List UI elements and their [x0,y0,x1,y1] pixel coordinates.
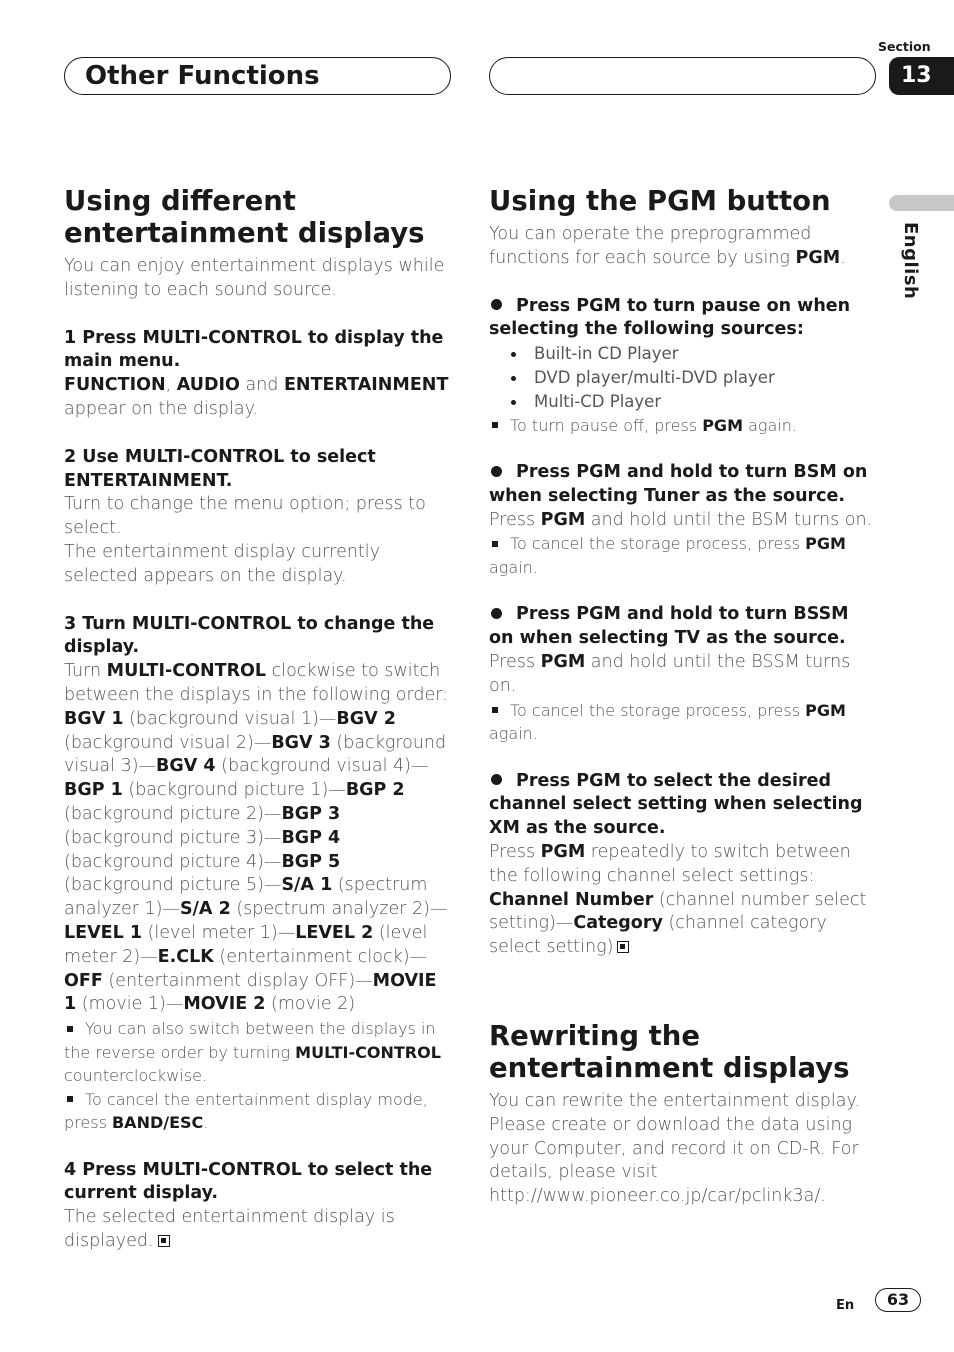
display-mode-desc: (movie 1)— [76,994,184,1015]
rewrite-url: http://www.pioneer.co.jp/car/pclink3a/. [489,1186,826,1207]
display-mode-name: LEVEL 2 [295,922,374,943]
step-1-title: 1 Press MULTI-CONTROL to display the main menu. [64,327,444,372]
pgm-bssm-title: Press PGM and hold to turn BSSM on when selecting TV as the source. [489,604,849,649]
header-blank-box [489,57,876,95]
display-mode-desc: (entertainment clock)— [213,946,428,967]
step-4-title: 4 Press MULTI-CONTROL to select the current display. [64,1159,433,1204]
note-reverse-order: You can also switch between the displays in the reverse order by turning MULTI-CONTROL counterclockwise. [64,1019,441,1086]
display-mode-name: BGP 1 [64,780,123,801]
note-square-icon [492,707,498,713]
display-mode-name: S/A 1 [281,875,333,896]
language-tab: English [900,222,921,300]
note-square-icon [492,422,498,428]
pgm-bssm-body: Press PGM and hold until the BSSM turns on. [489,652,851,696]
display-mode-desc: (background visual 3)— [64,732,447,777]
page-number: 63 [875,1288,921,1312]
bullet-dot-icon [491,466,502,477]
display-mode-desc: (spectrum analyzer 1)— [64,875,428,920]
footer-language: En [836,1298,855,1313]
end-mark-icon [158,1235,170,1247]
pgm-xm-body: Press PGM repeatedly to switch between the following channel select settings: Channel Number (channel number select setting)—Category (channel category select setting) [489,842,867,958]
display-mode-desc: (background picture 4)— [64,851,282,872]
display-mode-name: MOVIE 2 [183,994,266,1015]
note-square-icon [67,1096,73,1102]
display-mode-desc: (background visual 4)— [215,756,429,777]
bullet-dot-icon [491,299,502,310]
display-mode-desc: (background picture 5)— [64,875,282,896]
list-item: Multi-CD Player [489,390,879,414]
display-mode-name: BGP 3 [281,803,341,824]
page-title: Other Functions [85,61,320,91]
pgm-intro: You can operate the preprogrammed functions for each source by using PGM. [489,224,846,268]
display-mode-name: BGV 4 [156,756,216,777]
display-mode-name: LEVEL 1 [64,922,143,943]
right-column [489,185,879,1209]
step-1-body: FUNCTION, AUDIO and ENTERTAINMENT appear on the display. [64,375,449,419]
display-order-list [64,708,454,1017]
display-mode-name: E.CLK [157,946,214,967]
step-2-title: 2 Use MULTI-CONTROL to select ENTERTAINMENT. [64,446,376,491]
display-mode-desc: (entertainment display OFF)— [102,970,373,991]
display-mode-name: MOVIE 1 [64,970,437,1015]
step-2-body-1: Turn to change the menu option; press to select. [64,494,426,539]
pgm-pause-title: Press PGM to turn pause on when selecting the following sources: [489,295,851,340]
display-mode-desc: (level meter 2)— [64,922,428,967]
display-mode-desc: (level meter 1)— [142,922,296,943]
display-mode-desc: (background visual 2)— [64,732,272,753]
bullet-dot-icon [491,608,502,619]
note-square-icon [67,1026,73,1032]
end-mark-icon [617,941,629,953]
pgm-bssm-note: To cancel the storage process, press PGM again. [489,700,846,744]
note-square-icon [492,541,498,547]
step-2-body-2: The entertainment display currently selected appears on the display. [64,541,381,586]
rewrite-body: You can rewrite the entertainment display. Please create or download the data using your Computer, and record it on CD-R. For details, please visit [489,1091,860,1183]
display-mode-name: OFF [64,970,103,991]
display-mode-desc: (background visual 1)— [123,708,337,729]
display-mode-name: BGP 5 [281,851,341,872]
display-mode-name: BGP 2 [345,780,405,801]
pgm-bsm-title: Press PGM and hold to turn BSM on when selecting Tuner as the source. [489,462,868,506]
language-tab-marker [889,195,954,211]
bullet-dot-icon [491,774,502,785]
pgm-pause-note: To turn pause off, press PGM again. [489,414,879,438]
display-mode-desc: (spectrum analyzer 2)— [230,899,448,920]
heading-rewriting-displays: Rewriting the entertainment displays [489,1020,850,1085]
intro-text: You can enjoy entertainment displays while listening to each sound source. [64,256,445,300]
header-title-box [64,57,451,95]
display-mode-name: S/A 2 [179,899,231,920]
list-item: Built-in CD Player [489,342,879,366]
display-mode-desc: (movie 2) [265,994,356,1015]
display-mode-desc: (background picture 1)— [122,780,346,801]
display-mode-name: BGV 2 [336,708,396,729]
display-mode-name: BGV 3 [271,732,331,753]
display-mode-name: BGP 4 [281,827,341,848]
bullet-icon [511,376,516,381]
pgm-xm-title: Press PGM to select the desired channel select setting when selecting XM as the source. [489,770,863,839]
bullet-icon [511,352,516,357]
list-item: DVD player/multi-DVD player [489,366,879,390]
heading-pgm-button: Using the PGM button [489,185,831,217]
left-column [64,185,454,1254]
heading-entertainment-displays: Using different entertainment displays [64,185,425,249]
section-number-badge: 13 [889,57,954,95]
step-3-body: Turn MULTI-CONTROL clockwise to switch between the displays in the following order: [64,661,449,705]
pgm-bsm-body: Press PGM and hold until the BSM turns on. [489,509,873,530]
step-3-title: 3 Turn MULTI-CONTROL to change the display. [64,613,435,658]
display-mode-name: BGV 1 [64,708,124,729]
section-label: Section [878,39,931,54]
bullet-icon [511,400,516,405]
pause-source-list [489,342,879,413]
pgm-bsm-note: To cancel the storage process, press PGM again. [489,534,846,577]
display-mode-desc: (background picture 3)— [64,827,282,848]
step-4-body: The selected entertainment display is displayed. [64,1207,395,1251]
display-mode-desc: (background picture 2)— [64,803,282,824]
note-cancel-mode: To cancel the entertainment display mode, press BAND/ESC. [64,1089,428,1133]
